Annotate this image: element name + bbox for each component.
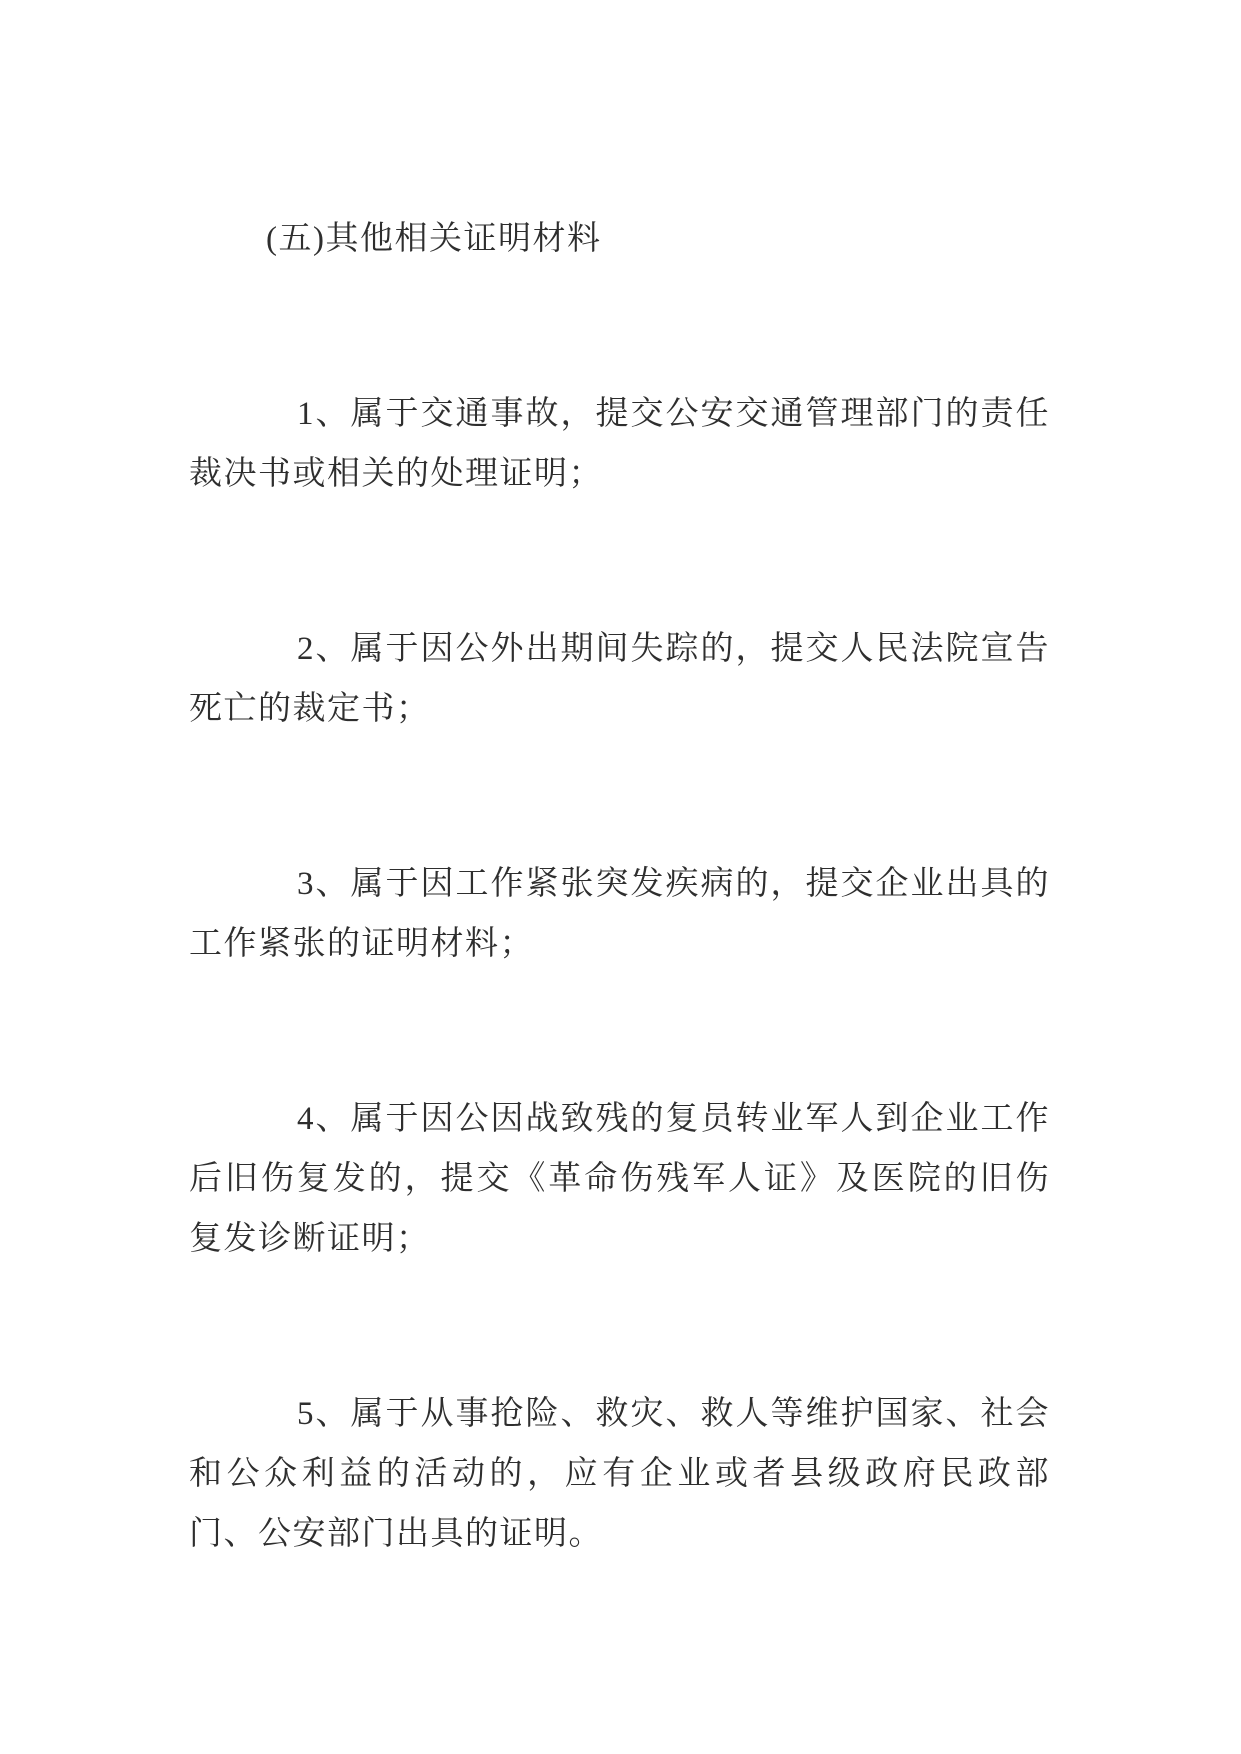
section-heading: (五)其他相关证明材料 <box>266 221 602 257</box>
paragraph-item-2: 2、属于因公外出期间失踪的，提交人民法院宣告死亡的裁定书； <box>189 631 1050 727</box>
paragraph-item-5: 5、属于从事抢险、救灾、救人等维护国家、社会和公众利益的活动的，应有企业或者县级政府民政部门、公安部门出具的证明。 <box>189 1396 1050 1552</box>
paragraph-item-3: 3、属于因工作紧张突发疾病的，提交企业出具的工作紧张的证明材料； <box>189 866 1050 962</box>
paragraph-item-4: 4、属于因公因战致残的复员转业军人到企业工作后旧伤复发的，提交《革命伤残军人证》及医院的旧伤复发诊断证明； <box>189 1101 1050 1257</box>
paragraph-item-1: 1、属于交通事故，提交公安交通管理部门的责任裁决书或相关的处理证明； <box>189 396 1050 492</box>
